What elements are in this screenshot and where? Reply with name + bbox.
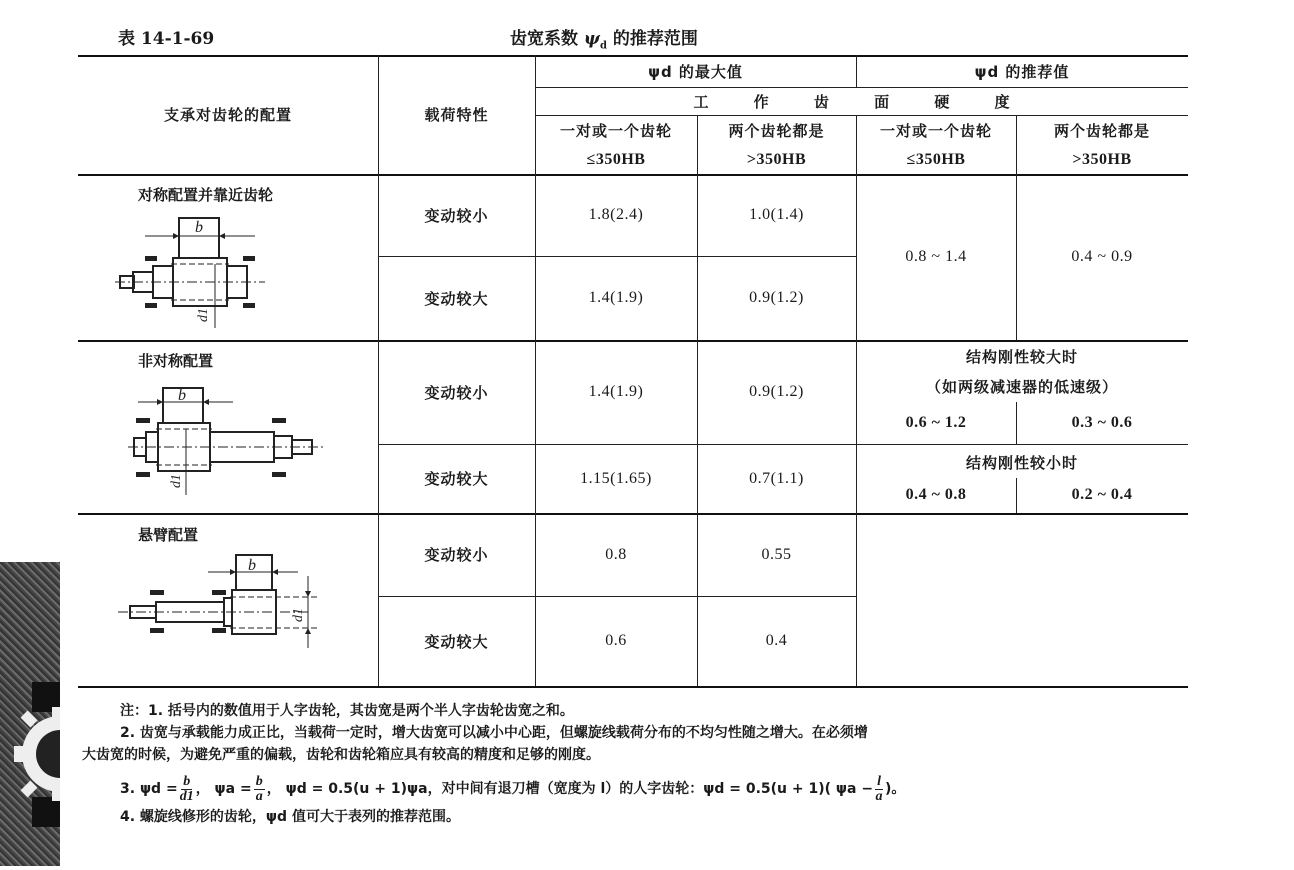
rec-value-cell: 0.8 ~ 1.4	[905, 248, 967, 265]
note-2-line2: 大齿宽的时候，为避免严重的偏载，齿轮和齿轮箱应具有较高的精度和足够的刚度。	[82, 747, 600, 763]
header-max-group: ψd 的最大值	[648, 62, 743, 81]
svg-text:b: b	[248, 557, 256, 574]
psi-subscript: d	[599, 40, 607, 52]
header-max-a-line1: 一对或一个齿轮	[559, 121, 672, 140]
svg-text:d1: d1	[169, 474, 184, 488]
denominator: a	[255, 788, 263, 804]
equation-psi-d-relation: ， ψd = 0.5(u + 1)ψa，对中间有退刀槽（宽度为 l）的人字齿轮：ψd = 0.5(u + 1)	[266, 781, 825, 797]
value-cell: 0.9(1.2)	[749, 289, 804, 306]
header-rec-b-line2: >350HB	[1072, 150, 1132, 168]
load-cell: 变动较大	[424, 470, 489, 488]
rec-value-cell: 0.4 ~ 0.9	[1071, 248, 1133, 265]
fraction-b-over-d1	[180, 775, 194, 804]
config-cantilever-label: 悬臂配置	[138, 526, 199, 544]
header-max-b-line2: >350HB	[746, 150, 807, 168]
cantilever-gear-diagram	[118, 550, 328, 650]
table-bottom-border	[78, 686, 1188, 688]
numerator: l	[877, 773, 881, 789]
value-cell: 1.8(2.4)	[588, 206, 644, 223]
table-notes	[82, 700, 1194, 828]
value-cell: 1.0(1.4)	[749, 206, 804, 223]
numerator: b	[255, 773, 263, 789]
svg-text:d1: d1	[291, 608, 306, 622]
b-label: b	[195, 219, 203, 236]
value-cell: 0.9(1.2)	[749, 383, 804, 400]
rigidity-low-title: 结构刚性较小时	[965, 453, 1078, 472]
header-load: 载荷特性	[424, 106, 489, 124]
asymmetric-gear-diagram	[128, 380, 328, 495]
value-cell: 1.15(1.65)	[580, 469, 652, 487]
load-cell: 变动较小	[424, 383, 489, 402]
numerator: b	[183, 773, 191, 789]
config-symmetric-label: 对称配置并靠近齿轮	[138, 186, 274, 204]
title-suffix: 的推荐范围	[612, 29, 698, 49]
symmetric-gear-diagram	[115, 210, 275, 330]
denominator: a	[875, 788, 883, 804]
note-3	[94, 772, 1194, 806]
value-cell: 1.4(1.9)	[588, 289, 644, 306]
header-max-b-line1: 两个齿轮都是	[728, 121, 825, 140]
load-cell: 变动较大	[424, 289, 489, 308]
table-title	[510, 24, 698, 51]
rec-value-cell: 0.6 ~ 1.2	[905, 414, 967, 431]
rigidity-high-title: 结构刚性较大时	[965, 347, 1078, 366]
header-max-a-line2: ≤350HB	[586, 150, 646, 168]
header-hardness: 工 作 齿 面 硬 度	[693, 92, 1030, 111]
svg-text:d1: d1	[196, 308, 211, 322]
header-config: 支承对齿轮的配置	[163, 106, 292, 124]
header-rec-a-line2: ≤350HB	[906, 150, 966, 168]
value-cell: 0.8	[605, 545, 627, 563]
fraction-l-over-a	[875, 775, 883, 804]
table-header	[118, 20, 1194, 50]
load-cell: 变动较大	[424, 632, 489, 651]
title-prefix: 齿宽系数	[510, 29, 578, 49]
equation-psi-a: ， ψa =	[195, 781, 252, 797]
psi-symbol: ψ	[583, 29, 600, 49]
gear-icon	[0, 562, 60, 866]
equation-open: ( ψa −	[824, 781, 874, 797]
note-2-line1: 2. 齿宽与承载能力成正比，当载荷一定时，增大齿宽可以减小中心距，但螺旋线载荷分布的不均匀性随之增大。在必须增	[120, 725, 868, 741]
header-rec-group: ψd 的推荐值	[974, 62, 1070, 81]
equation-psi-d: ψd =	[139, 781, 178, 797]
note-4: 4. 螺旋线修形的齿轮，ψd 值可大于表列的推荐范围。	[120, 809, 460, 825]
header-rec-b-line1: 两个齿轮都是	[1053, 121, 1150, 140]
rec-value-cell: 0.3 ~ 0.6	[1071, 414, 1133, 431]
note-3-number: 3.	[120, 781, 136, 797]
fraction-b-over-a	[254, 775, 265, 804]
equation-close: )。	[885, 781, 906, 797]
config-asymmetric-label: 非对称配置	[138, 352, 214, 370]
note-1: 注：1. 括号内的数值用于人字齿轮，其齿宽是两个半人字齿轮齿宽之和。	[120, 703, 574, 719]
header-rec-a-line1: 一对或一个齿轮	[879, 121, 992, 140]
rigidity-high-subtitle: （如两级减速器的低速级）	[925, 377, 1118, 396]
rec-value-cell: 0.4 ~ 0.8	[905, 486, 967, 503]
load-cell: 变动较小	[424, 206, 489, 225]
value-cell: 0.6	[605, 632, 627, 649]
gear-decoration	[0, 562, 60, 866]
table-number: 表 14-1-69	[118, 29, 215, 49]
rec-value-cell: 0.2 ~ 0.4	[1071, 486, 1133, 503]
svg-text:b: b	[178, 387, 186, 404]
value-cell: 0.55	[761, 545, 792, 563]
load-cell: 变动较小	[424, 546, 489, 564]
value-cell: 1.4(1.9)	[588, 383, 644, 400]
denominator: d1	[179, 788, 194, 804]
value-cell: 0.7(1.1)	[749, 469, 804, 487]
value-cell: 0.4	[765, 632, 788, 649]
